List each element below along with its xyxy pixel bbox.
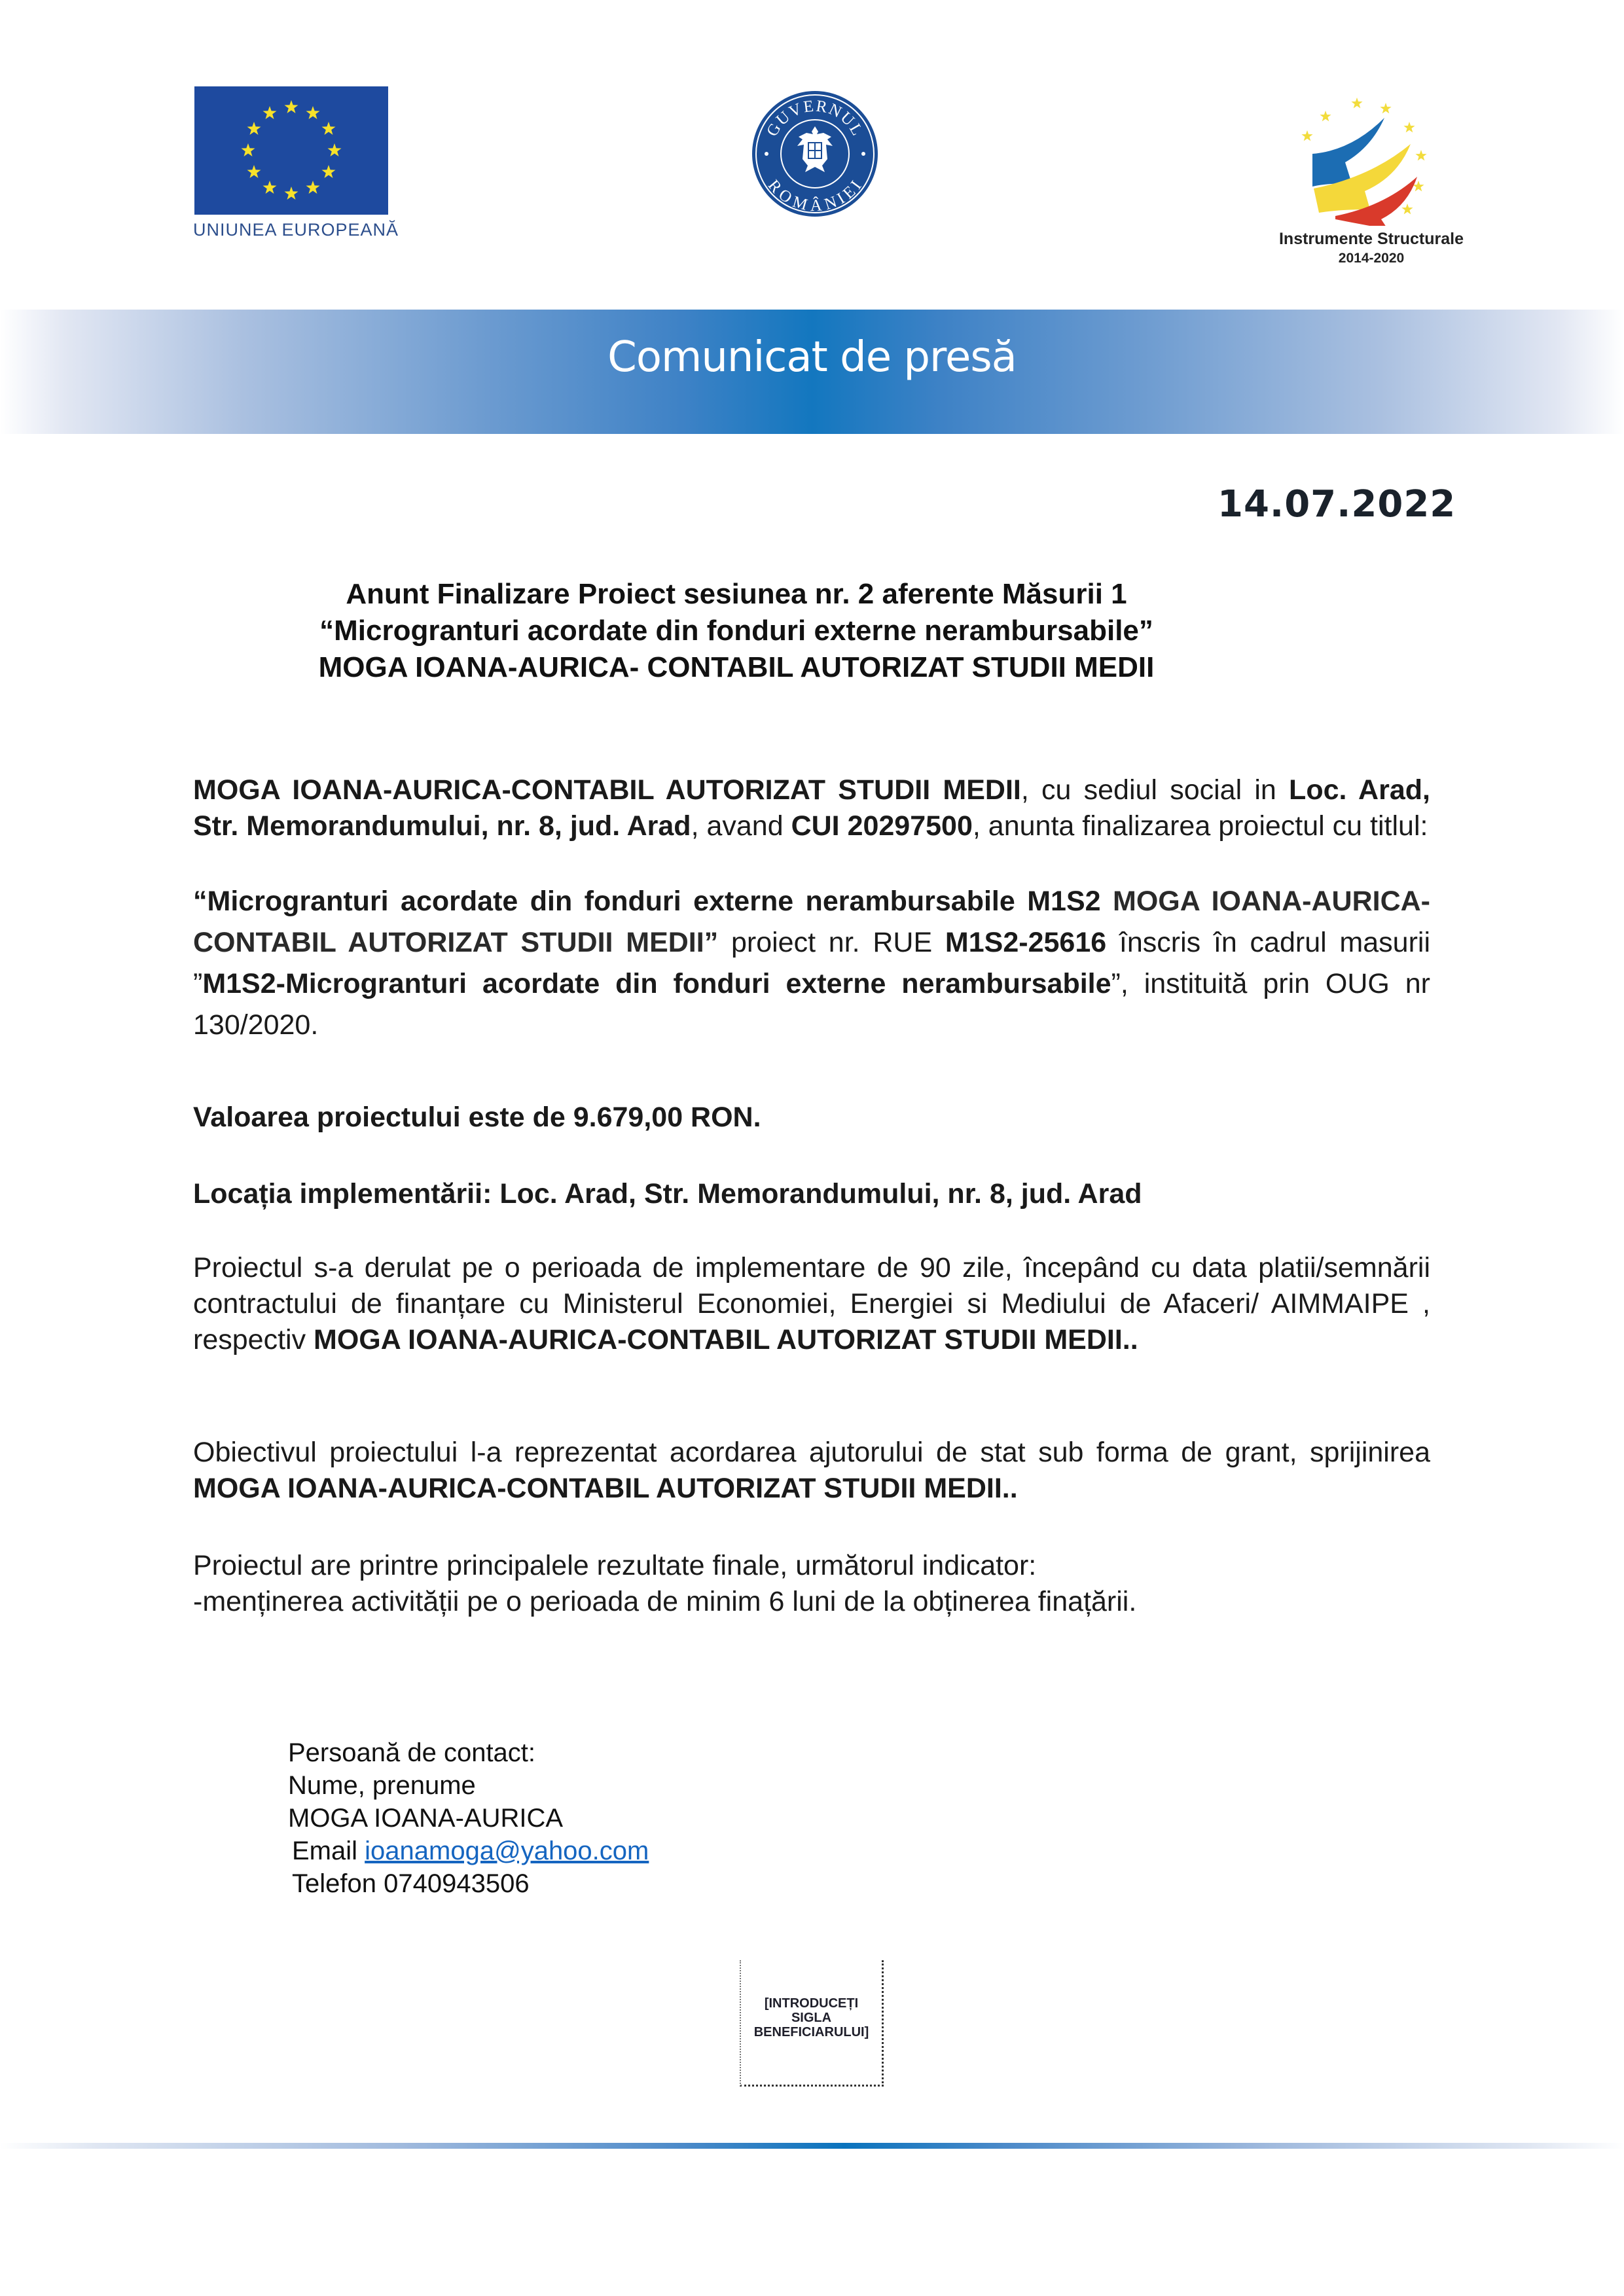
contact-phone-label: Telefon — [292, 1869, 376, 1898]
seal-bottom-text: ROMÂNIEI — [764, 176, 866, 215]
contact-name-label: Nume, prenume — [288, 1771, 476, 1800]
structural-logo-title: Instrumente Structurale — [1278, 230, 1464, 248]
text: , anunta finalizarea proiectul cu titlul: — [972, 810, 1428, 842]
project-title: “Microgranturi acordate din fonduri externe nerambursabile M1S2 — [193, 886, 1101, 917]
structural-logo-label — [1273, 229, 1470, 268]
company-name: MOGA IOANA-AURICA-CONTABIL AUTORIZAT STUDII MEDII — [193, 774, 1021, 806]
company-name: MOGA IOANA-AURICA-CONTABIL AUTORIZAT STUDII MEDII.. — [314, 1324, 1138, 1355]
company-cui: CUI 20297500 — [791, 810, 973, 842]
structural-instruments-logo — [1273, 79, 1470, 281]
implementation-location-text: Locația implementării: Loc. Arad, Str. Memorandumului, nr. 8, jud. Arad — [193, 1178, 1142, 1210]
placeholder-line-3: BENEFICIARULUI] — [753, 2025, 869, 2039]
text: proiect nr. RUE — [718, 927, 945, 958]
project-value — [193, 1100, 1430, 1136]
placeholder-text — [741, 1996, 882, 2039]
project-company: MOGA IOANA-AURICA-CONTABIL AUTORIZAT STUDII MEDII” — [193, 886, 1431, 958]
text: , avand — [691, 810, 791, 842]
placeholder-line-2: SIGLA — [791, 2011, 832, 2025]
implementation-paragraph — [193, 1250, 1430, 1358]
contact-heading: Persoană de contact: — [288, 1738, 536, 1767]
title-line-1: Anunt Finalizare Proiect sesiunea nr. 2 aferente Măsurii 1 — [346, 578, 1127, 610]
results-intro: Proiectul are printre principalele rezultate finale, următorul indicator: — [193, 1550, 1037, 1581]
beneficiary-logo-placeholder — [740, 1960, 884, 2087]
eu-logo-label: UNIUNEA EUROPEANĂ — [193, 220, 399, 240]
company-address: Loc. Arad, Str. Memorandumului, nr. 8, jud. Arad — [193, 774, 1430, 842]
results-indicator: -menținerea activității pe o perioada de minim 6 luni de la obținerea finațării. — [193, 1586, 1137, 1617]
contact-phone-row — [288, 1867, 649, 1900]
title-line-3: MOGA IOANA-AURICA- CONTABIL AUTORIZAT STUDII MEDII — [318, 651, 1155, 683]
contact-name: MOGA IOANA-AURICA — [288, 1804, 564, 1833]
footer-divider — [0, 2143, 1624, 2149]
intro-paragraph — [193, 772, 1430, 844]
text: Obiectivul proiectului l-a reprezentat acordarea ajutorului de stat sub forma de grant, sprijinirea — [193, 1437, 1430, 1468]
objective-paragraph — [193, 1435, 1430, 1507]
contact-phone: 0740943506 — [384, 1869, 530, 1898]
banner-title: Comunicat de presă — [607, 333, 1017, 382]
project-title-paragraph — [193, 881, 1430, 1046]
contact-email-link[interactable]: ioanamoga@yahoo.com — [365, 1837, 649, 1865]
project-value-text: Valoarea proiectului este de 9.679,00 RON. — [193, 1102, 761, 1133]
implementation-location — [193, 1176, 1430, 1212]
contact-email-label: Email — [292, 1837, 358, 1865]
contact-block — [288, 1736, 649, 1900]
contact-email-row — [288, 1835, 649, 1867]
press-release-banner — [0, 310, 1624, 434]
eu-logo — [193, 85, 399, 242]
release-date: 14.07.2022 — [1218, 483, 1456, 526]
text: Proiectul s-a derulat pe o perioada de implementare de 90 zile, începând cu data platii/semnării contractului de finanțare cu Ministerul Economiei, Energiei si Mediului de Afaceri/ AIMMAIPE , respectiv — [193, 1252, 1430, 1355]
government-seal-logo — [749, 88, 880, 219]
eu-stars-icon — [194, 86, 388, 215]
announcement-title — [196, 576, 1276, 686]
title-line-2: “Microgranturi acordate din fonduri externe nerambursabile” — [319, 615, 1153, 647]
seal-top-text: GUVERNUL — [763, 97, 867, 140]
structural-logo-years: 2014-2020 — [1338, 251, 1405, 266]
text: înscris în cadrul masurii ” — [193, 927, 1430, 999]
text: ”, instituită prin OUG nr 130/2020. — [193, 968, 1430, 1041]
results-paragraph — [193, 1548, 1430, 1620]
measure-name: M1S2-Microgranturi acordate din fonduri externe nerambursabile — [202, 968, 1111, 999]
text: , cu sediul social in — [1020, 774, 1290, 806]
company-name: MOGA IOANA-AURICA-CONTABIL AUTORIZAT STUDII MEDII.. — [193, 1473, 1018, 1504]
structural-globe-icon — [1273, 79, 1470, 226]
placeholder-line-1: [INTRODUCEȚI — [764, 1996, 859, 2011]
project-rue-number: M1S2-25616 — [945, 927, 1107, 958]
eu-flag — [194, 86, 388, 215]
